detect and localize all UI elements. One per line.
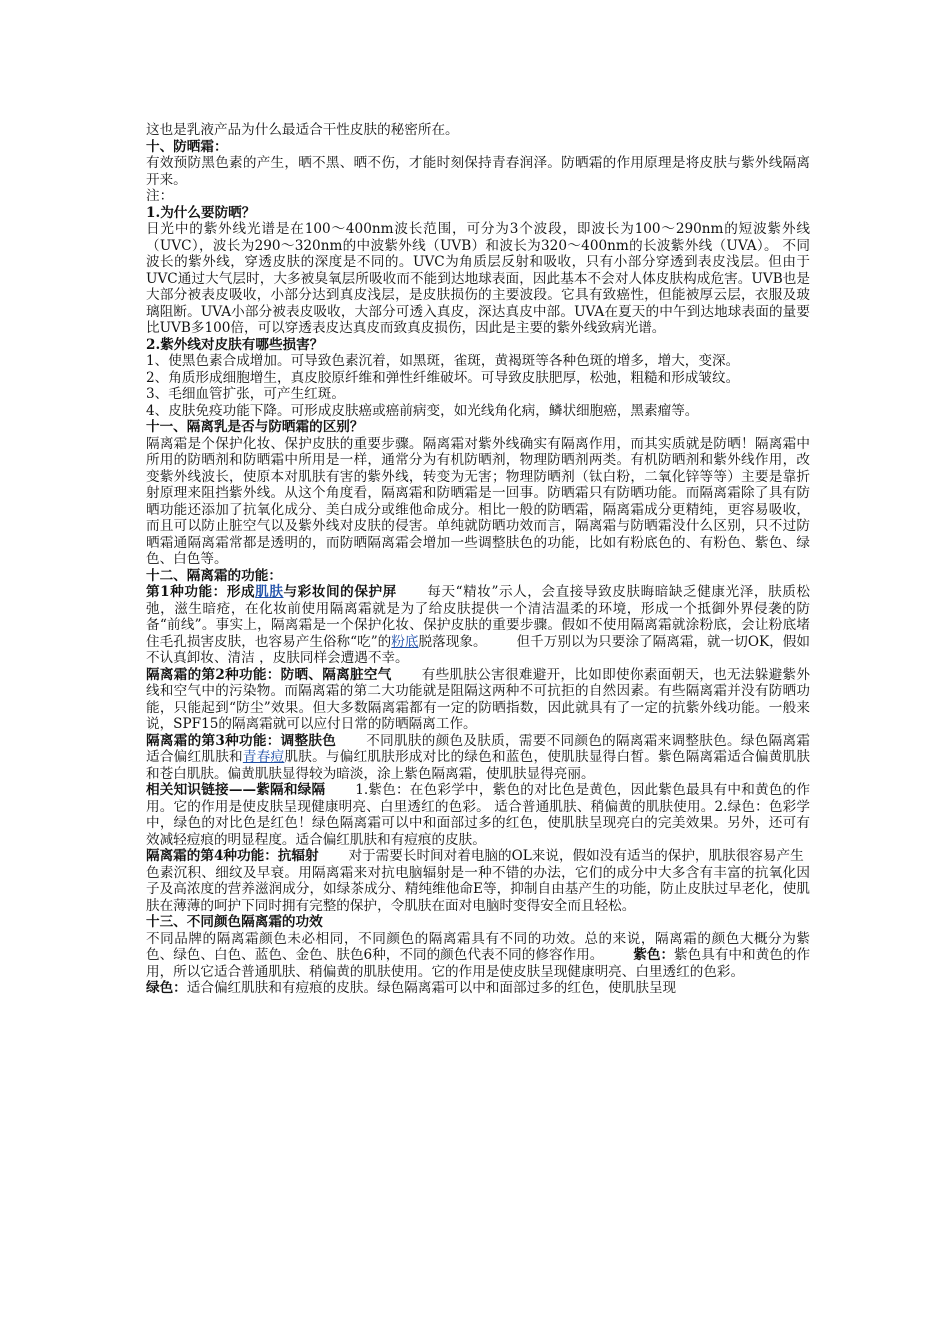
related-knowledge-heading: 相关知识链接——紫隔和绿隔 <box>146 782 326 798</box>
function-3-heading: 隔离霜的第3种功能：调整肤色 <box>146 732 337 749</box>
question-2-heading: 2.紫外线对皮肤有哪些损害？ <box>146 336 324 353</box>
function-4-body-b: 色素沉积、细纹及早衰。用隔离霜来对抗电脑辐射是一种不错的办法，它们的成分中大多含有丰富的抗氧化因子及高浓度的营养滋润成分，如绿茶成分、精纯维他命E等，抑制自由基产生的功能，防止皮肤过早老化，使肌肤在薄薄的呵护下同时拥有完整的保护，令肌肤在面对电脑时变得安全而且轻松。 <box>146 864 810 914</box>
heading-section-11: 十一、隔离乳是否与防晒霜的区别？ <box>146 419 364 435</box>
function-4-body-a: 对于需要长时间对着电脑的OL来说，假如没有适当的保护，肌肤很容易产生 <box>348 848 804 864</box>
function-4-paragraph <box>146 848 810 865</box>
function-1-heading <box>146 584 397 600</box>
link-skin[interactable]: 肌肤 <box>255 584 284 600</box>
function-3-paragraph <box>146 733 810 783</box>
function-1-paragraph <box>146 584 810 667</box>
function-4-heading: 隔离霜的第4种功能：抗辐射 <box>146 848 319 864</box>
section-13-paragraph <box>146 931 810 981</box>
function-1-heading-start: 第1种功能：形成 <box>146 584 256 600</box>
document-page <box>146 122 810 997</box>
purple-body: 紫色具有中和黄色的作用，所以它适合普通肌肤、稍偏黄的肌肤使用。它的作用是使皮肤呈现健康明亮、白里透红的色彩。 <box>146 947 811 980</box>
function-2-paragraph <box>146 667 810 733</box>
paragraph-section-11: 隔离霜是个保护化妆、保护皮肤的重要步骤。隔离霜对紫外线确实有隔离作用，而其实质就是防晒！隔离霜中所用的防晒剂和防晒霜中所用是一样，通常分为有机防晒剂，物理防晒剂两类。有机防晒剂和紫外线作用，改变紫外线波长，使原本对肌肤有害的紫外线，转变为无害；物理防晒剂（钛白粉，二氧化锌等等）主要是靠折射原理来阻挡紫外线。从这个角度看，隔离霜和防晒霜是一回事。防晒霜只有防晒功能。而隔离霜除了具有防晒功能还添加了抗氧化成分、美白成分或维他命成分。相比一般的防晒霜，隔离霜成分更精纯，更容易吸收，而且可以防止脏空气以及紫外线对皮肤的侵害。单纯就防晒功效而言，隔离霜与防晒霜没什么区别，只不过防晒霜通隔离霜常都是透明的，而防晒隔离霜会增加一些调整肤色的功能，比如有粉底色的、有粉色、紫色、绿色、白色等。 <box>146 435 810 567</box>
green-label: 绿色： <box>146 980 187 996</box>
green-body: 适合偏红肌肤和有痘痕的皮肤。绿色隔离霜可以中和面部过多的红色，使肌肤呈现 <box>186 980 677 996</box>
function-2-heading: 隔离霜的第2种功能：防晒、隔离脏空气 <box>146 666 392 683</box>
heading-section-10: 十、防晒霜： <box>146 138 228 155</box>
damage-item-3: 3、毛细血管扩张，可产生红斑。 <box>146 386 345 402</box>
purple-label: 紫色： <box>633 947 675 963</box>
question-1-heading: 1.为什么要防晒？ <box>146 204 256 221</box>
damage-item-1: 1、使黑色素合成增加。可导致色素沉着，如黑斑，雀斑，黄褐斑等各种色斑的增多，增大，变深。 <box>146 353 740 369</box>
function-3-body-a: 不同肌肤的颜色及肤质，需要不同颜色的隔离霜来调整肤色。绿色隔离霜适合偏红肌肤和 <box>146 732 810 765</box>
related-knowledge-paragraph <box>146 782 810 848</box>
note-label: 注： <box>146 188 174 204</box>
paragraph-intro: 这也是乳液产品为什么最适合干性皮肤的秘密所在。 <box>146 122 459 138</box>
heading-section-13: 十三、不同颜色隔离霜的功效 <box>146 914 323 930</box>
section-13-body: 不同品牌的隔离霜颜色未必相同，不同颜色的隔离霜具有不同的功效。总的来说，隔离霜的颜色大概分为紫色、绿色、白色、蓝色、金色、肤色6种，不同的颜色代表不同的修容作用。 <box>146 930 810 963</box>
green-paragraph <box>146 980 810 997</box>
link-acne[interactable]: 青春痘 <box>242 749 285 765</box>
link-foundation[interactable]: 粉底 <box>391 633 419 650</box>
function-2-body: 有些肌肤公害很难避开，比如即使你素面朝天，也无法躲避紫外线和空气中的污染物。而隔离霜的第二大功能就是阻隔这两种不可抗拒的自然因素。有些隔离霜并没有防晒功能，只能起到“防尘”效果。但大多数隔离霜都有一定的防晒指数，因此就具有了一定的抗紫外线功能。一般来说，SPF15的隔离霜就可以应付日常的防晒隔离工作。 <box>146 666 810 732</box>
function-1-body-b: 脱落现象。 <box>418 633 487 650</box>
function-1-body-c: 但千万别以为只要涂了隔离霜，就一切OK，假如不认真卸妆、清洁 ，皮肤同样会遭遇不幸。 <box>146 633 811 666</box>
question-1-answer: 日光中的紫外线光谱是在100～400nm波长范围，可分为3个波段，即波长为100～290nm的短波紫外线（UVC），波长为290～320nm的中波紫外线（UVB）和波长为320～400nm的长波紫外线（UVA）。 不同波长的紫外线，穿透皮肤的深度是不同的。UVC为角质层反射和吸收，只有小部分穿透到表皮浅层。但由于UVC通过大气层时，大多被臭氧层所吸收而不能到达地球表面，因此基本不会对人体皮肤构成危害。UVB也是大部分被表皮吸收，小部分达到真皮浅层，是皮肤损伤的主要波段。它具有致癌性，但能被厚云层，衣服及玻璃阻断。UVA小部分被表皮吸收，大部分可透入真皮，深达真皮中部。UVA在夏天的中午到达地球表面的量要比UVB多100倍，可以穿透表皮达真皮而致真皮损伤，因此是主要的紫外线致病光谱。 <box>146 221 810 336</box>
function-1-body-a: 每天“精妆”示人，会直接导致皮肤晦暗缺乏健康光泽，肤质松弛，滋生暗疮，在化妆前使用隔离霜就是为了给皮肤提供一个清洁温柔的环境，形成一个抵御外界侵袭的防备“前线”。事实上，隔离霜是一个保护化妆、保护皮肤的重要步骤。假如不使用隔离霜就涂粉底，会让粉底堵住毛孔损害皮肤，也容易产生俗称“吃”的 <box>146 584 810 650</box>
heading-section-12: 十二、隔离霜的功能： <box>146 567 282 584</box>
damage-item-4: 4、皮肤免疫功能下降。可形成皮肤癌或癌前病变，如光线角化病，鳞状细胞癌，黑素瘤等。 <box>146 402 699 419</box>
related-knowledge-body: 1.紫色：在色彩学中，紫色的对比色是黄色，因此紫色最具有中和黄色的作用。它的作用是使皮肤呈现健康明亮、白里透红的色彩。 适合普通肌肤、稍偏黄的肌肤使用。2.绿色：色彩学中，绿色的对比色是红色！绿色隔离霜可以中和面部过多的红色，使肌肤呈现亮白的完美效果。另外，还可有效减轻痘痕的明显程度。适合偏红肌肤和有痘痕的皮肤。 <box>146 782 811 848</box>
damage-item-2: 2、角质形成细胞增生，真皮胶原纤维和弹性纤维破坏。可导致皮肤肥厚，松弛，粗糙和形成皱纹。 <box>146 369 740 386</box>
function-1-heading-end: 与彩妆间的保护屏 <box>283 584 397 600</box>
paragraph-section-10: 有效预防黑色素的产生，晒不黑、晒不伤，才能时刻保持青春润泽。防晒霜的作用原理是将皮肤与紫外线隔离开来。 <box>146 155 810 188</box>
function-3-body-b: 肌肤。与偏红肌肤形成对比的绿色和蓝色，使肌肤显得白皙。紫色隔离霜适合偏黄肌肤和苍白肌肤。偏黄肌肤显得较为暗淡，涂上紫色隔离霜，使肌肤显得亮丽。 <box>146 749 811 782</box>
